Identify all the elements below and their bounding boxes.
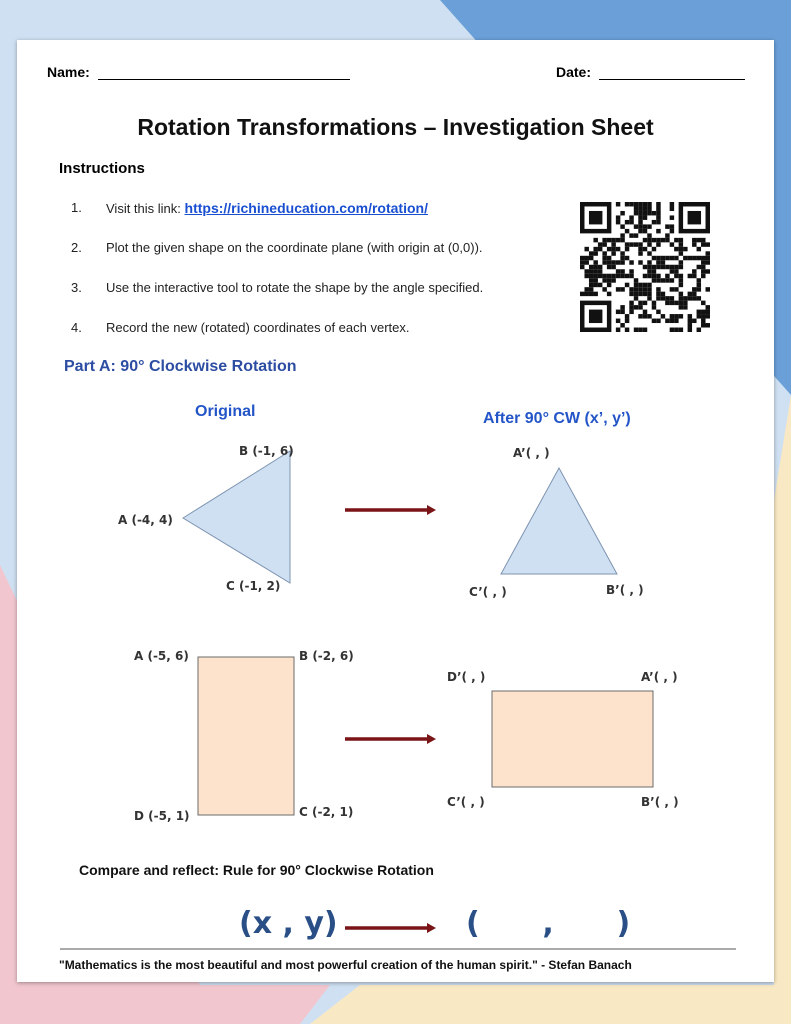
instruction-text: Plot the given shape on the coordinate plane (with origin at (0,0)).	[106, 240, 483, 255]
after-rotation-label: After 90° CW (x’, y’)	[483, 410, 631, 427]
arrow-head	[427, 734, 436, 744]
arrow-head	[427, 505, 436, 515]
triangle-rotated	[501, 468, 617, 574]
vertex-label: A (-4, 4)	[118, 513, 173, 527]
vertex-answer[interactable]: A’( , )	[641, 670, 678, 684]
vertex-answer[interactable]: B’( , )	[641, 795, 679, 809]
shapes-layer	[17, 40, 774, 982]
rule-answer[interactable]: ( , )	[466, 906, 631, 941]
vertex-answer[interactable]: B’( , )	[606, 583, 644, 597]
instruction-num: 4.	[71, 320, 82, 335]
arrow-head	[427, 923, 436, 933]
instruction-text: Visit this link:	[106, 201, 181, 216]
instruction-text: Use the interactive tool to rotate the shape by the angle specified.	[106, 280, 484, 295]
vertex-label: B (-2, 6)	[299, 649, 354, 663]
part-a-heading: Part A: 90° Clockwise Rotation	[64, 358, 297, 375]
instruction-num: 3.	[71, 280, 82, 295]
page-title: Rotation Transformations – Investigation Sheet	[137, 114, 654, 140]
name-label: Name:	[47, 64, 90, 80]
instruction-num: 1.	[71, 200, 82, 215]
vertex-label: D (-5, 1)	[134, 809, 190, 823]
rotation-link[interactable]: https://richineducation.com/rotation/	[184, 200, 428, 216]
instruction-text: Record the new (rotated) coordinates of each vertex.	[106, 320, 410, 335]
vertex-answer[interactable]: A’( , )	[513, 446, 550, 460]
rectangle-original	[198, 657, 294, 815]
vertex-label: B (-1, 6)	[239, 444, 294, 458]
instructions-heading: Instructions	[59, 160, 145, 177]
worksheet	[17, 40, 774, 982]
vertex-label: A (-5, 6)	[134, 649, 189, 663]
vertex-answer[interactable]: C’( , )	[447, 795, 485, 809]
triangle-original	[183, 451, 290, 583]
vertex-answer[interactable]: D’( , )	[447, 670, 486, 684]
quote: "Mathematics is the most beautiful and most powerful creation of the human spirit." - Stefan Banach	[59, 958, 632, 972]
compare-prompt: Compare and reflect: Rule for 90° Clockwise Rotation	[79, 862, 434, 878]
date-label: Date:	[556, 64, 592, 80]
rectangle-rotated	[492, 691, 653, 787]
vertex-label: C (-1, 2)	[226, 579, 281, 593]
rule-input: (x , y)	[239, 906, 338, 941]
original-label: Original	[195, 403, 256, 420]
vertex-label: C (-2, 1)	[299, 805, 354, 819]
instruction-num: 2.	[71, 240, 82, 255]
vertex-answer[interactable]: C’( , )	[469, 585, 507, 599]
